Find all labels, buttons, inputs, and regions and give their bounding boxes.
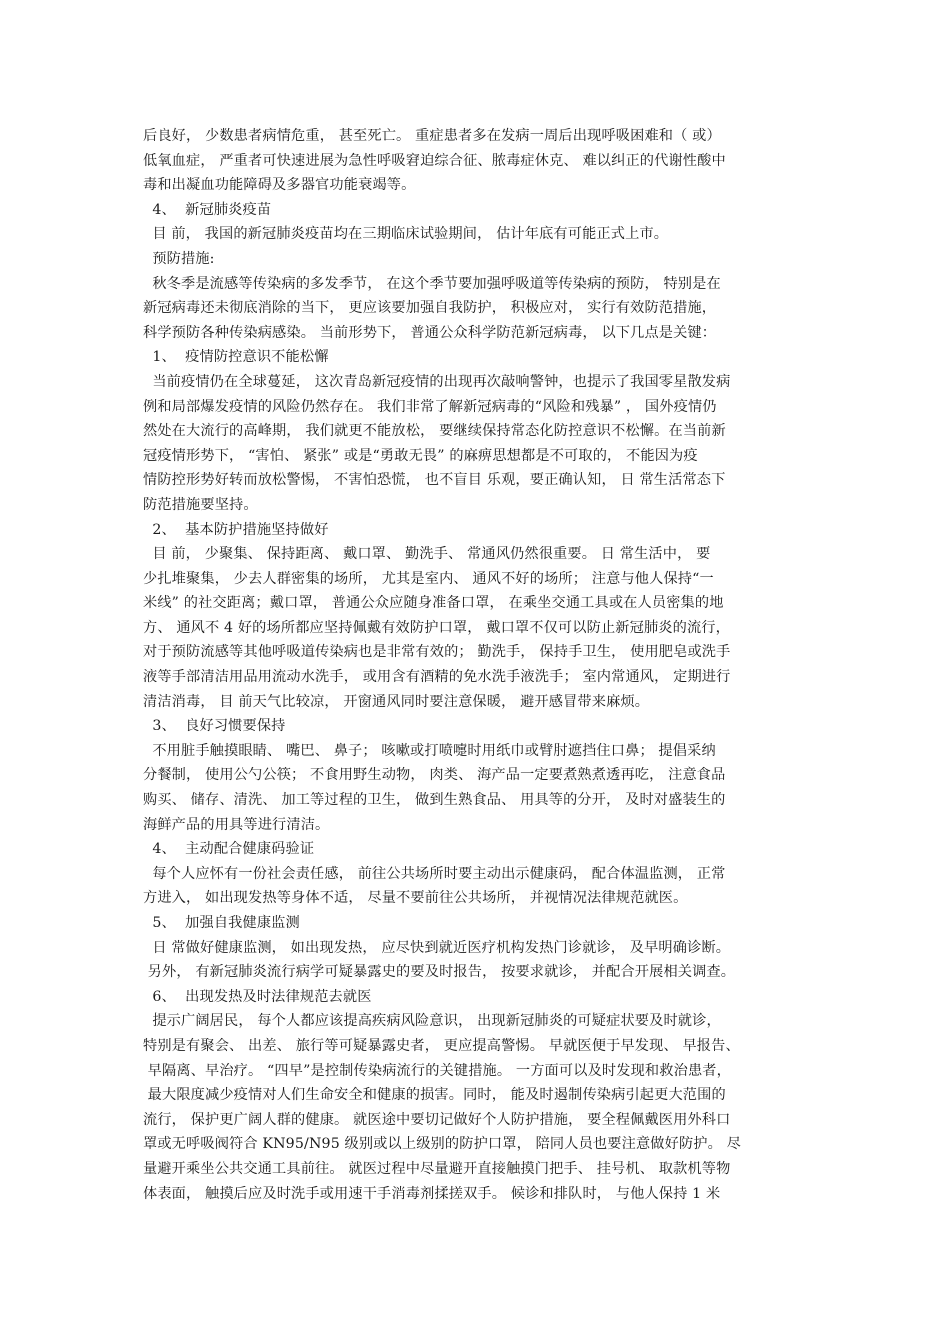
text-line: 5、 加强自我健康监测 [143,915,300,931]
text-line: 提示广阔居民， 每个人都应该提高疾病风险意识， 出现新冠肺炎的可疑症状要及时就诊， [143,1013,721,1030]
text-line: 目 前， 我国的新冠肺炎疫苗均在三期临床试验期间， 估计年底有可能正式上市。 [143,226,669,243]
text-line: 对于预防流感等其他呼吸道传染病也是非常有效的； 勤洗手， 保持手卫生， 使用肥皂或洗手 [143,644,731,661]
text-line: 购买、 储存、清洗、 加工等过程的卫生， 做到生熟食品、 用具等的分开， 及时对盛装生的 [143,792,726,809]
text-line: 早隔离、早治疗。 “四早”是控制传染病流行的关键措施。 一方面可以及时发现和救治患者， [143,1062,731,1079]
text-line: 新冠病毒还未彻底消除的当下， 更应该要加强自我防护， 积极应对， 实行有效防范措施， [143,300,717,317]
text-line: 预防措施: [143,250,215,267]
text-line: 情防控形势好转而放松警惕， 不害怕恐慌， 也不盲目 乐观，要正确认知， 日 常生活常态下 [143,472,726,489]
text-line: 4、 新冠肺炎疫苗 [143,201,272,218]
text-line: 罩或无呼吸阀符合 KN95/N95 级别或以上级别的防护口罩， 陪同人员也要注意做好防护。 尽 [143,1136,741,1153]
text-line: 方、 通风不 4 好的场所都应坚持佩戴有效防护口罩， 戴口罩不仅可以防止新冠肺炎的流行， [143,619,730,636]
text-line: 特别是有聚会、 出差、 旅行等可疑暴露史者， 更应提高警惕。 早就医便于早发现、 早报告、 [143,1037,740,1054]
text-line: 低氧血症， 严重者可快速进展为急性呼吸窘迫综合征、脓毒症休克、 难以纠正的代谢性酸中 [143,152,726,169]
text-line: 目 前， 少聚集、 保持距离、 戴口罩、 勤洗手、 常通风仍然很重要。 日 常生活中， 要 [143,546,711,563]
text-line: 1、 疫情防控意识不能松懈 [143,349,329,366]
text-line: 冠疫情形势下， “害怕、 紧张” 或是“勇敢无畏” 的麻痹思想都是不可取的， 不能因为疫 [143,447,698,464]
text-line: 当前疫情仍在全球蔓延， 这次青岛新冠疫情的出现再次敲响警钟，也提示了我国零星散发病 [143,373,731,390]
text-line: 另外， 有新冠肺炎流行病学可疑暴露史的要及时报告， 按要求就诊， 并配合开展相关调查。 [143,964,736,981]
text-line: 每个人应怀有一份社会责任感， 前往公共场所时要主动出示健康码， 配合体温监测， 正常 [143,865,726,882]
text-line: 2、 基本防护措施坚持做好 [143,521,329,538]
text-line: 3、 良好习惯要保持 [143,718,286,735]
text-line: 毒和出凝血功能障碍及多器官功能衰竭等。 [143,177,416,194]
text-line: 日 常做好健康监测， 如出现发热， 应尽快到就近医疗机构发热门诊就诊， 及早明确诊断。 [143,939,731,956]
text-line: 科学预防各种传染病感染。 当前形势下， 普通公众科学防范新冠病毒， 以下几点是关键： [143,324,717,341]
text-line: 海鲜产品的用具等进行清洁。 [143,816,330,833]
text-line: 最大限度减少疫情对人们生命安全和健康的损害。同时， 能及时遏制传染病引起更大范围的 [143,1087,726,1104]
text-line: 不用脏手触摸眼睛、 嘴巴、 鼻子； 咳嗽或打喷嚏时用纸巾或臂肘遮挡住口鼻； 提倡采纳 [143,742,716,759]
text-line: 清洁消毒， 目 前天气比较凉， 开窗通风同时要注意保暖， 避开感冒带来麻烦。 [143,693,650,710]
text-line: 米线” 的社交距离；戴口罩， 普通公众应随身准备口罩， 在乘坐交通工具或在人员密集的地 [143,595,724,612]
text-line: 防范措施要坚持。 [143,496,258,513]
document-body [143,124,815,1206]
text-line: 液等手部清洁用品用流动水洗手， 或用含有酒精的免水洗手液洗手； 室内常通风， 定期进行 [143,669,731,686]
text-line: 流行， 保护更广阔人群的健康。 就医途中要切记做好个人防护措施， 要全程佩戴医用外科口 [143,1111,731,1128]
text-line: 体表面， 触摸后应及时洗手或用速干手消毒剂揉搓双手。 候诊和排队时， 与他人保持 1 米 [143,1185,721,1202]
text-line: 4、 主动配合健康码验证 [143,841,315,858]
text-line: 分餐制， 使用公勺公筷； 不食用野生动物， 肉类、 海产品一定要煮熟煮透再吃， 注意食品 [143,767,726,784]
text-line: 然处在大流行的高峰期， 我们就更不能放松， 要继续保持常态化防控意识不松懈。在当前新 [143,423,726,440]
text-line: 量避开乘坐公共交通工具前往。 就医过程中尽量避开直接触摸门把手、 挂号机、 取款机等物 [143,1160,731,1177]
text-line: 例和局部爆发疫情的风险仍然存在。 我们非常了解新冠病毒的“风险和残暴” ， 国外疫情仍 [143,398,717,415]
text-line: 6、 出现发热及时法律规范去就医 [143,988,372,1005]
text-line: 方进入， 如出现发热等身体不适， 尽量不要前往公共场所， 并视情况法律规范就医。 [143,890,688,907]
text-line: 秋冬季是流感等传染病的多发季节， 在这个季节要加强呼吸道等传染病的预防， 特别是在 [143,275,721,292]
text-line: 后良好， 少数患者病情危重， 甚至死亡。 重症患者多在发病一周后出现呼吸困难和（ 或） [143,128,721,144]
text-line: 少扎堆聚集， 少去人群密集的场所， 尤其是室内、 通风不好的场所； 注意与他人保持“一 [143,570,714,587]
